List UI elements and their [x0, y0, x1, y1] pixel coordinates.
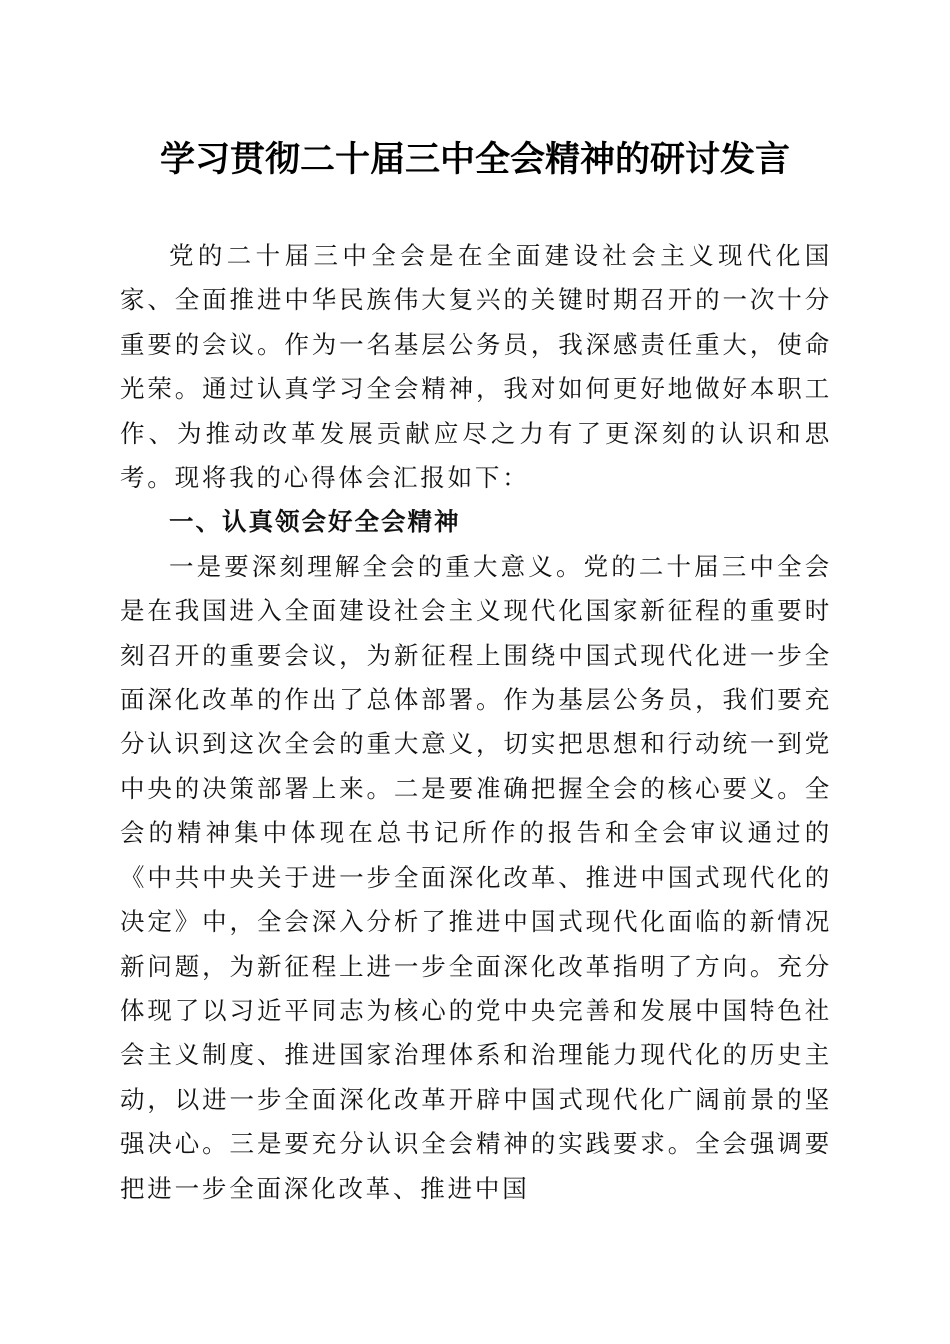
section-heading-1: 一、认真领会好全会精神 — [169, 507, 461, 537]
document-body — [120, 234, 832, 1211]
intro-paragraph: 党的二十届三中全会是在全面建设社会主义现代化国家、全面推进中华民族伟大复兴的关键时期召开的一次十分重要的会议。作为一名基层公务员，我深感责任重大，使命光荣。通过认真学习全会精神，我对如何更好地做好本职工作、为推动改革发展贡献应尽之力有了更深刻的认识和思考。现将我的心得体会汇报如下： — [120, 241, 832, 493]
section-1-paragraph: 一是要深刻理解全会的重大意义。党的二十届三中全会是在我国进入全面建设社会主义现代化国家新征程的重要时刻召开的重要会议，为新征程上围绕中国式现代化进一步全面深化改革的作出了总体部署。作为基层公务员，我们要充分认识到这次全会的重大意义，切实把思想和行动统一到党中央的决策部署上来。二是要准确把握全会的核心要义。全会的精神集中体现在总书记所作的报告和全会审议通过的《中共中央关于进一步全面深化改革、推进中国式现代化的决定》中，全会深入分析了推进中国式现代化面临的新情况新问题，为新征程上进一步全面深化改革指明了方向。充分体现了以习近平同志为核心的党中央完善和发展中国特色社会主义制度、推进国家治理体系和治理能力现代化的历史主动，以进一步全面深化改革开辟中国式现代化广阔前景的坚强决心。三是要充分认识全会精神的实践要求。全会强调要把进一步全面深化改革、推进中国 — [120, 551, 832, 1203]
document-title: 学习贯彻二十届三中全会精神的研讨发言 — [159, 139, 790, 180]
